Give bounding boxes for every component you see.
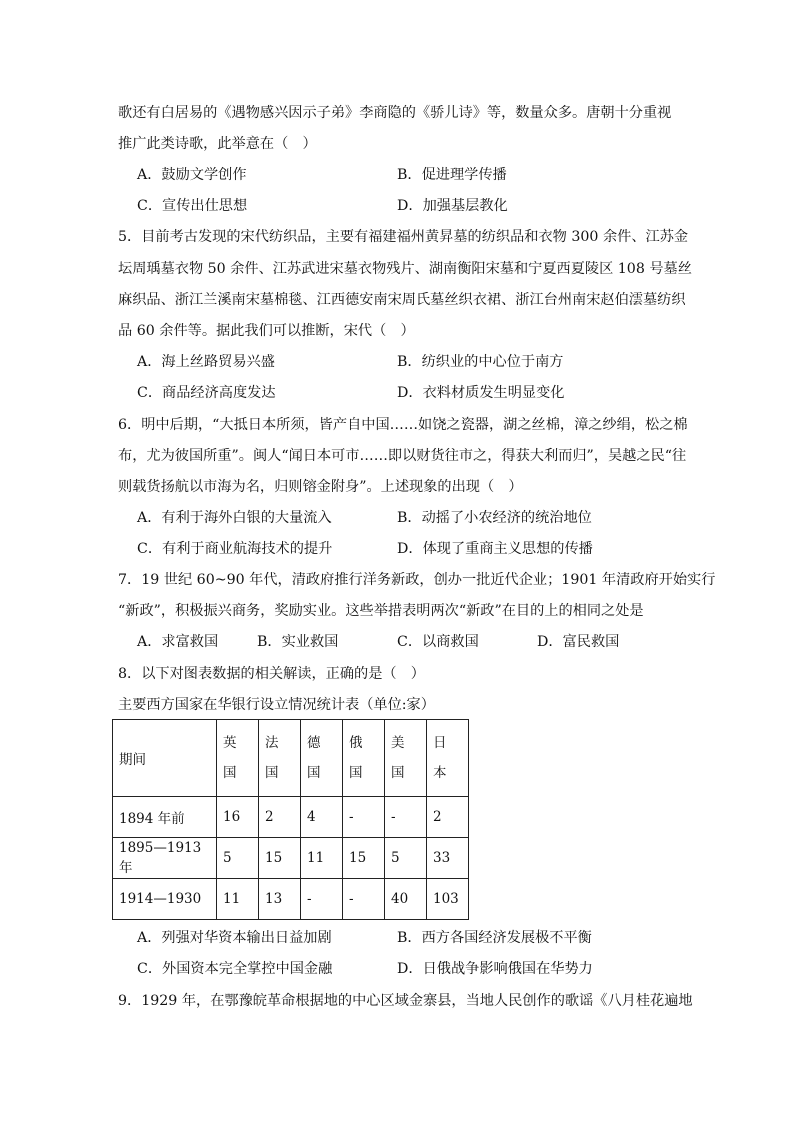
table-cell: 15 <box>259 838 301 879</box>
option-c: C．宣传出仕思想 <box>137 198 248 214</box>
question-5-text: 坛周瑀墓衣物 50 余件、江苏武进宋墓衣物残片、湖南衡阳宋墓和宁夏西夏陵区 108 号墓丝 <box>118 261 692 277</box>
option-c: C．以商救国 <box>397 634 479 650</box>
table-row <box>113 797 469 838</box>
table-cell: 2 <box>259 797 301 838</box>
option-b: B．纺织业的中心位于南方 <box>397 354 564 370</box>
option-d: D．富民救国 <box>537 634 620 650</box>
table-cell: - <box>343 797 385 838</box>
table-cell: 1894 年前 <box>113 797 217 838</box>
option-a: A．海上丝路贸易兴盛 <box>137 354 275 370</box>
option-d: D．日俄战争影响俄国在华势力 <box>397 961 593 977</box>
question-6-text: 6．明中后期，“大抵日本所须，皆产自中国……如饶之瓷器，湖之丝棉，漳之纱绢，松之棉 <box>118 417 688 433</box>
question-9-text: 9．1929 年，在鄂豫皖革命根据地的中心区域金寨县，当地人民创作的歌谣《八月桂花遍地 <box>118 993 693 1009</box>
table-cell: 40 <box>385 879 427 920</box>
table-cell: 16 <box>217 797 259 838</box>
table-cell: - <box>343 879 385 920</box>
option-b: B．促进理学传播 <box>397 167 507 183</box>
table-cell: 33 <box>427 838 469 879</box>
question-6-text: 则载货扬航以市海为名，归则镕金附身”。上述现象的出现（ ） <box>118 479 523 495</box>
question-5-text: 品 60 余件等。据此我们可以推断，宋代（ ） <box>118 323 415 339</box>
table-cell: 5 <box>385 838 427 879</box>
text-line: 推广此类诗歌，此举意在（ ） <box>118 136 317 152</box>
table-cell: 4 <box>301 797 343 838</box>
table-header-row <box>113 720 469 797</box>
table-cell: - <box>301 879 343 920</box>
table-cell: - <box>385 797 427 838</box>
option-d: D．加强基层教化 <box>397 198 508 214</box>
header-period: 期间 <box>113 720 217 797</box>
question-6-text: 布，尤为彼国所重”。闽人“闻日本可市……即以财货往市之，得获大利而归”，吴越之民“往 <box>118 448 687 464</box>
table-cell: 13 <box>259 879 301 920</box>
table-row <box>113 879 469 920</box>
header-britain: 英 国 <box>217 720 259 797</box>
option-a: A．求富救国 <box>137 634 219 650</box>
option-a: A．有利于海外白银的大量流入 <box>137 510 332 526</box>
question-7-text: “新政”，积极振兴商务，奖励实业。这些举措表明两次“新政”在目的上的相同之处是 <box>118 603 644 619</box>
table-cell: 1895—1913 年 <box>113 838 217 879</box>
table-cell: 1914—1930 <box>113 879 217 920</box>
bank-statistics-table <box>112 719 469 920</box>
option-d: D．体现了重商主义思想的传播 <box>397 541 593 557</box>
table-cell: 11 <box>301 838 343 879</box>
option-b: B．动摇了小农经济的统治地位 <box>397 510 592 526</box>
option-d: D．衣料材质发生明显变化 <box>397 385 565 401</box>
table-title: 主要西方国家在华银行设立情况统计表（单位:家） <box>118 697 435 713</box>
header-france: 法 国 <box>259 720 301 797</box>
option-a: A．鼓励文学创作 <box>137 167 247 183</box>
header-japan: 日 本 <box>427 720 469 797</box>
table-cell: 15 <box>343 838 385 879</box>
question-5-text: 麻织品、浙江兰溪南宋墓棉毯、江西德安南宋周氏墓丝织衣裙、浙江台州南宋赵伯澐墓纺织 <box>118 292 686 308</box>
option-c: C．商品经济高度发达 <box>137 385 276 401</box>
table-cell: 11 <box>217 879 259 920</box>
option-c: C．外国资本完全掌控中国金融 <box>137 961 333 977</box>
option-b: B．西方各国经济发展极不平衡 <box>397 930 592 946</box>
table-cell: 2 <box>427 797 469 838</box>
header-russia: 俄 国 <box>343 720 385 797</box>
header-usa: 美 国 <box>385 720 427 797</box>
table-row <box>113 838 469 879</box>
question-8-text: 8．以下对图表数据的相关解读，正确的是（ ） <box>118 666 425 682</box>
question-5-text: 5．目前考古发现的宋代纺织品，主要有福建福州黄昇墓的纺织品和衣物 300 余件、江苏金 <box>118 229 689 245</box>
question-7-text: 7．19 世纪 60~90 年代，清政府推行洋务新政，创办一批近代企业；1901 年清政府开始实行 <box>118 572 716 588</box>
text-line: 歌还有白居易的《遇物感兴因示子弟》李商隐的《骄儿诗》等，数量众多。唐朝十分重视 <box>118 105 672 121</box>
header-germany: 德 国 <box>301 720 343 797</box>
option-a: A．列强对华资本输出日益加剧 <box>137 930 332 946</box>
option-b: B．实业救国 <box>257 634 339 650</box>
table-cell: 5 <box>217 838 259 879</box>
table-cell: 103 <box>427 879 469 920</box>
option-c: C．有利于商业航海技术的提升 <box>137 541 333 557</box>
